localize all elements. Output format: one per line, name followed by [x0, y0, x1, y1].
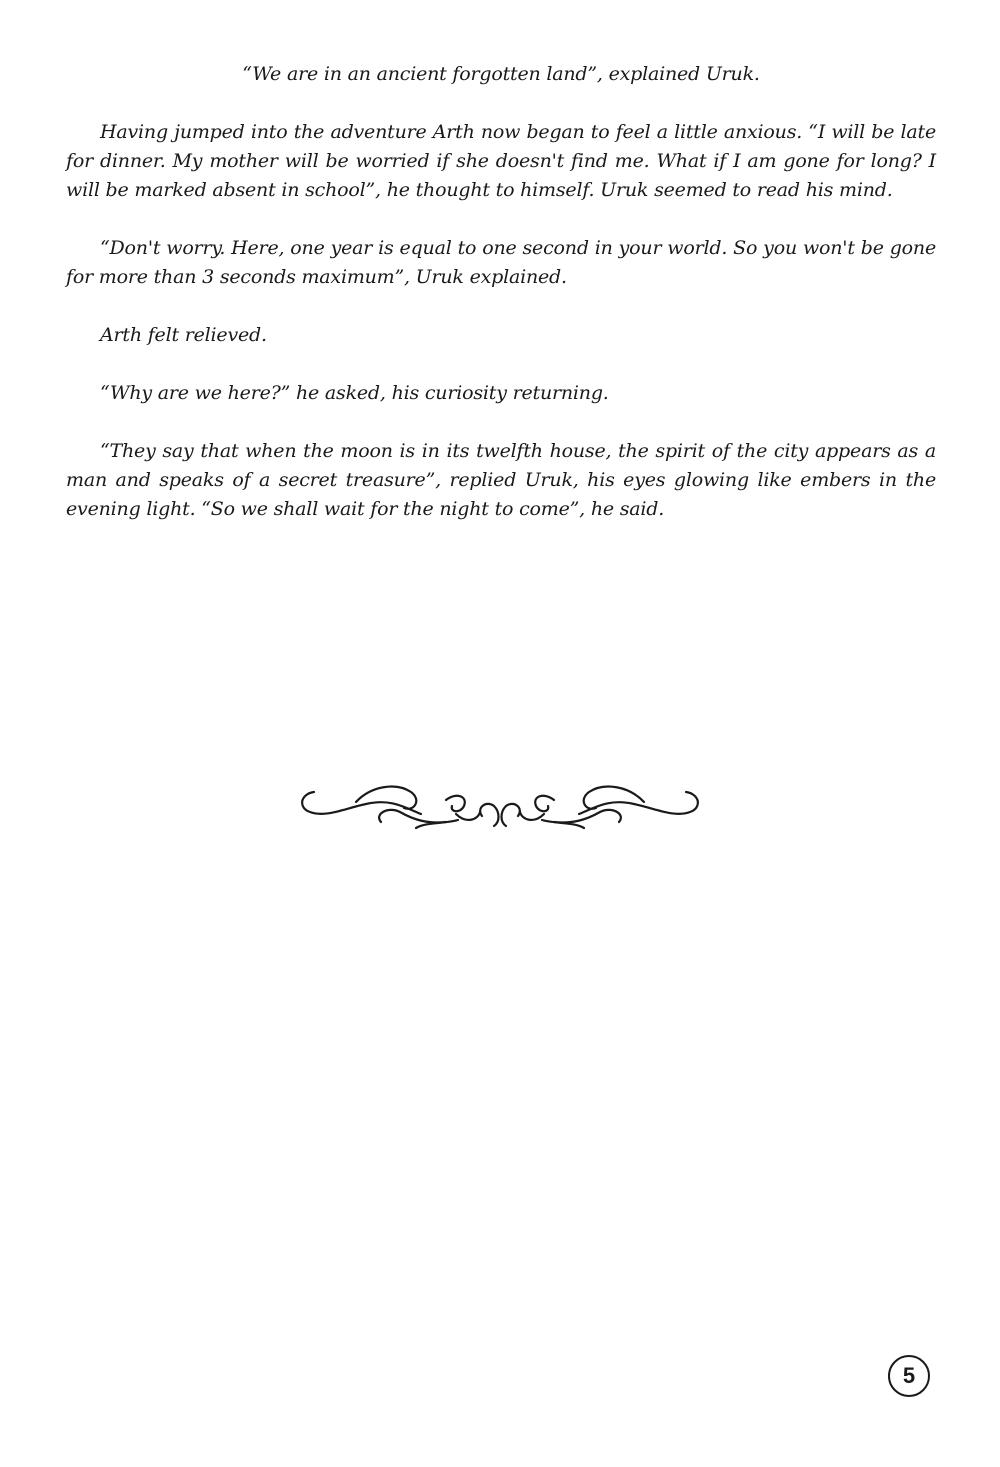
- paragraph-3: “Don't worry. Here, one year is equal to one second in your world. So you won't be gone for more than 3 seconds maximum”, Uruk explained.: [66, 237, 936, 288]
- flourish-divider-icon: [296, 778, 704, 840]
- page-number-badge: 5: [888, 1355, 930, 1397]
- paragraph-4: Arth felt relieved.: [100, 324, 267, 346]
- paragraph-1: “We are in an ancient forgotten land”, explained Uruk.: [242, 63, 760, 85]
- paragraph-5: “Why are we here?” he asked, his curiosity returning.: [100, 382, 609, 404]
- page-body: [66, 60, 936, 553]
- paragraph-2: Having jumped into the adventure Arth now began to feel a little anxious. “I will be late for dinner. My mother will be worried if she doesn't find me. What if I am gone for long? I will be marked absent in school”, he thought to himself. Uruk seemed to read his mind.: [66, 121, 936, 201]
- paragraph-6: “They say that when the moon is in its twelfth house, the spirit of the city appears as a man and speaks of a secret treasure”, replied Uruk, his eyes glowing like embers in the evening light. “So we shall wait for the night to come”, he said.: [66, 440, 936, 520]
